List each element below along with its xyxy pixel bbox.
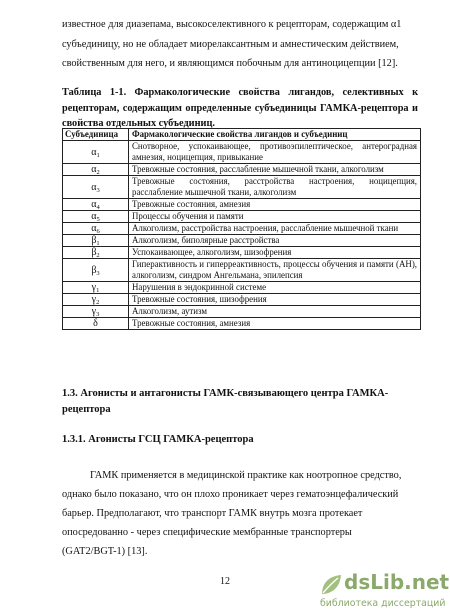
subunit-index: 1 xyxy=(96,287,100,294)
subunit-index: 3 xyxy=(96,186,100,194)
subunit-cell xyxy=(63,318,129,330)
table-row xyxy=(63,259,421,282)
paragraph-line: барьер. Предполагают, что транспорт ГАМК внутрь мозга протекает xyxy=(62,508,363,519)
properties-cell: Тревожные состояния, шизофрения xyxy=(129,294,421,306)
watermark xyxy=(318,570,448,610)
table-row xyxy=(63,211,421,223)
subunit-index: 5 xyxy=(96,216,100,223)
subunit-index: 3 xyxy=(96,311,100,318)
intro-line: известное для диазепама, высокоселективного к рецепторам, содержащим α1 xyxy=(62,19,402,30)
watermark-title: dsLib.net xyxy=(344,570,450,594)
paragraph-line: ГАМК применяется в медицинской практике как ноотропное средство, xyxy=(90,470,402,481)
paragraph-line: однако было показано, что он плохо проникает через гематоэнцефалический xyxy=(62,489,399,500)
subunit-symbol: β xyxy=(91,247,97,258)
table-row xyxy=(63,247,421,259)
column-header-subunit: Субъединица xyxy=(63,129,129,141)
subunit-symbol: γ xyxy=(91,282,97,293)
subunit-index: 2 xyxy=(96,252,100,259)
properties-cell: Тревожные состояния, расслабление мышечной ткани, алкоголизм xyxy=(129,164,421,176)
subunit-cell xyxy=(63,199,129,211)
properties-cell: Процессы обучения и памяти xyxy=(129,211,421,223)
paragraph-line: (GAT2/BGT-1) [13]. xyxy=(62,546,148,557)
intro-line: субъединицу, но не обладает миорелаксантным и амнестическим действием, xyxy=(62,38,399,50)
intro-line: свойственным для него, и являющимся побочным для антиноцицепции [12]. xyxy=(62,58,398,69)
subunit-cell xyxy=(63,211,129,223)
properties-cell: Тревожные состояния, амнезия xyxy=(129,318,421,330)
subunit-index: 2 xyxy=(96,169,100,176)
table-row xyxy=(63,176,421,199)
pharmacology-table xyxy=(62,128,421,330)
properties-cell: Успокаивающее, алкоголизм, шизофрения xyxy=(129,247,421,259)
subunit-symbol: α xyxy=(91,211,97,222)
subunit-index: 4 xyxy=(96,204,100,211)
subunit-cell xyxy=(63,294,129,306)
table-row xyxy=(63,141,421,164)
subunit-symbol: γ xyxy=(91,306,97,317)
properties-cell: Алкоголизм, биполярные расстройства xyxy=(129,235,421,247)
properties-cell: Тревожные состояния, расстройства настроения, ноцицепция, расслабление мышечной ткани, алкоголизм xyxy=(129,176,421,199)
table-row xyxy=(63,199,421,211)
table-row xyxy=(63,294,421,306)
table-caption: Таблица 1-1. Фармакологические свойства лигандов, селективных к рецепторам, содержащим определенные субъединицы ГАМКА-рецептора и свойства отдельных субъединиц. xyxy=(62,87,418,129)
table-row xyxy=(63,318,421,330)
table-row xyxy=(63,223,421,235)
properties-cell: Снотворное, успокаивающее, противоэпилептическое, антероградная амнезия, ноцицепция, привыкание xyxy=(129,141,421,164)
page-number: 12 xyxy=(220,576,230,587)
properties-cell: Тревожные состояния, амнезия xyxy=(129,199,421,211)
subunit-symbol: β xyxy=(91,264,97,276)
properties-cell: Алкоголизм, аутизм xyxy=(129,306,421,318)
subunit-cell xyxy=(63,141,129,164)
subunit-cell xyxy=(63,259,129,282)
properties-cell: Гиперактивность и гиперреактивность, процессы обучения и памяти (АН), алкоголизм, синдром Ангельмана, эпилепсия xyxy=(129,259,421,282)
subunit-index: 1 xyxy=(96,151,100,159)
subunit-symbol: α xyxy=(91,223,97,234)
intro-paragraph xyxy=(62,15,418,74)
subunit-symbol: δ xyxy=(93,318,98,329)
subunit-cell xyxy=(63,176,129,199)
subunit-symbol: β xyxy=(91,235,97,246)
subunit-cell xyxy=(63,247,129,259)
paragraph-line: опосредованно - через специфические мембранные транспортеры xyxy=(62,527,352,538)
subunit-cell xyxy=(63,235,129,247)
leaf-logo-icon xyxy=(318,572,344,598)
subunit-index: 2 xyxy=(96,299,100,306)
watermark-subtitle: библиотека диссертаций xyxy=(320,598,446,609)
body-paragraph xyxy=(62,466,418,561)
subunit-symbol: α xyxy=(91,181,97,193)
properties-cell: Алкоголизм, расстройства настроения, расслабление мышечной ткани xyxy=(129,223,421,235)
subunit-index: 6 xyxy=(96,228,100,235)
section-heading-1-3: 1.3. Агонисты и антагонисты ГАМК-связывающего центра ГАМКА-рецептора xyxy=(62,388,389,415)
section-heading-1-3-1: 1.3.1. Агонисты ГСЦ ГАМКА-рецептора xyxy=(62,434,254,445)
table-header-row xyxy=(63,129,421,141)
column-header-properties: Фармакологические свойства лигандов и субъединиц xyxy=(129,129,421,141)
table-row xyxy=(63,282,421,294)
subunit-cell xyxy=(63,282,129,294)
subunit-symbol: α xyxy=(91,164,97,175)
subunit-cell xyxy=(63,223,129,235)
subunit-index: 3 xyxy=(96,269,100,277)
subunit-cell xyxy=(63,164,129,176)
subunit-cell xyxy=(63,306,129,318)
subunit-symbol: γ xyxy=(91,294,97,305)
subunit-symbol: α xyxy=(91,146,97,158)
table-row xyxy=(63,235,421,247)
properties-cell: Нарушения в эндокринной системе xyxy=(129,282,421,294)
subunit-index: 1 xyxy=(96,240,100,247)
subunit-symbol: α xyxy=(91,199,97,210)
table-row xyxy=(63,164,421,176)
table-row xyxy=(63,306,421,318)
